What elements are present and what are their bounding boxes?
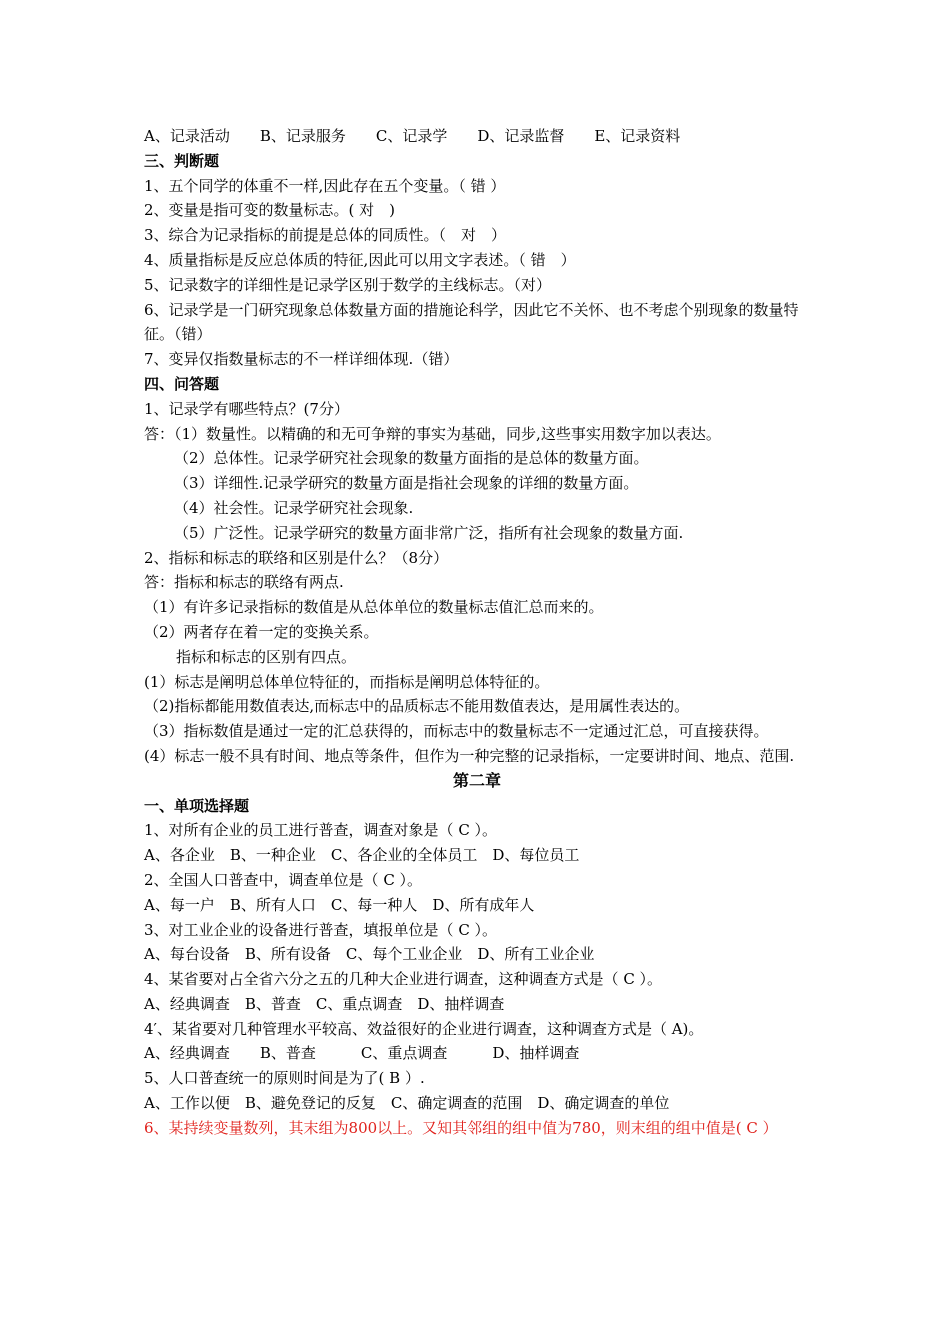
answer-2-diff-2: （2)指标都能用数值表达,而标志中的品质标志不能用数值表达，是用属性表达的。 — [144, 697, 690, 716]
judgment-item-4: 4、质量指标是反应总体质的特征,因此可以用文字表述。（ 错 ） — [144, 250, 576, 269]
choice-options-1: A、各企业 B、一种企业 C、各企业的全体员工 D、每位员工 — [144, 846, 580, 865]
section-heading-judgment: 三、判断题 — [144, 151, 220, 170]
choice-options-4: A、经典调查 B、普查 C、重点调查 D、抽样调查 — [144, 994, 505, 1013]
choice-options-3: A、每台设备 B、所有设备 C、每个工业企业 D、所有工业企业 — [144, 945, 595, 964]
judgment-item-6: 6、记录学是一门研究现象总体数量方面的措施论科学，因此它不关怀、也不考虑个别现象的数量特征。（错） — [144, 300, 799, 344]
document-body — [144, 124, 810, 1141]
answer-1-point-3: （3）详细性.记录学研究的数量方面是指社会现象的详细的数量方面。 — [174, 474, 639, 493]
answer-2-diff-4: (4）标志一般不具有时间、地点等条件，但作为一种完整的记录指标，一定要讲时间、地点、范围. — [144, 746, 795, 765]
judgment-item-1: 1、五个同学的体重不一样,因此存在五个变量。（ 错 ） — [144, 176, 506, 195]
section-heading-qa: 四、问答题 — [144, 374, 220, 393]
answer-1-point-5: （5）广泛性。记录学研究的数量方面非常广泛，指所有社会现象的数量方面. — [174, 523, 684, 542]
answer-2-link-2: （2）两者存在着一定的变换关系。 — [144, 622, 379, 641]
choice-question-4-prime: 4′、某省要对几种管理水平较高、效益很好的企业进行调查，这种调查方式是（ A)。 — [144, 1019, 704, 1038]
judgment-item-7: 7、变异仅指数量标志的不一样详细体现.（错） — [144, 350, 459, 369]
judgment-item-5: 5、记录数字的详细性是记录学区别于数学的主线标志。（对） — [144, 275, 552, 294]
chapter-title: 第二章 — [452, 770, 501, 790]
answer-options-line: A、记录活动 B、记录服务 C、记录学 D、记录监督 E、记录资料 — [144, 127, 681, 145]
answer-2-diff-1: (1）标志是阐明总体单位特征的，而指标是阐明总体特征的。 — [144, 672, 550, 691]
choice-question-3: 3、对工业企业的设备进行普查，填报单位是（ C ）。 — [144, 920, 498, 939]
answer-2-intro: 答：指标和标志的联络有两点. — [144, 573, 344, 592]
answer-2-link-1: （1）有许多记录指标的数值是从总体单位的数量标志值汇总而来的。 — [144, 598, 604, 617]
question-1: 1、记录学有哪些特点？(7分） — [144, 399, 349, 418]
choice-question-1: 1、对所有企业的员工进行普查，调查对象是（ C ）。 — [144, 821, 498, 840]
answer-1-point-2: （2）总体性。记录学研究社会现象的数量方面指的是总体的数量方面。 — [174, 449, 649, 468]
answer-1-point-4: （4）社会性。记录学研究社会现象. — [174, 498, 414, 517]
answer-2-diff-intro: 指标和标志的区别有四点。 — [176, 647, 357, 666]
choice-options-2: A、每一户 B、所有人口 C、每一种人 D、所有成年人 — [144, 895, 535, 914]
choice-question-6-highlighted: 6、某持续变量数列，其末组为800以上。又知其邻组的组中值为780，则末组的组中值是( C ） — [144, 1118, 778, 1137]
answer-1-intro: 答：（1）数量性。以精确的和无可争辩的事实为基础，同步,这些事实用数字加以表达。 — [144, 424, 721, 443]
judgment-item-2: 2、变量是指可变的数量标志。( 对 ) — [144, 201, 396, 220]
judgment-item-3: 3、综合为记录指标的前提是总体的同质性。（ 对 ） — [144, 226, 507, 245]
choice-options-4-prime: A、经典调查 B、普查 C、重点调查 D、抽样调查 — [144, 1044, 580, 1063]
choice-question-2: 2、全国人口普查中，调查单位是（ C ）。 — [144, 870, 423, 889]
section-heading-single-choice: 一、单项选择题 — [144, 796, 250, 815]
choice-question-4: 4、某省要对占全省六分之五的几种大企业进行调查，这种调查方式是（ C ）。 — [144, 970, 663, 989]
choice-question-5: 5、人口普查统一的原则时间是为了( B ）. — [144, 1069, 425, 1088]
answer-2-diff-3: （3）指标数值是通过一定的汇总获得的，而标志中的数量标志不一定通过汇总，可直接获得。 — [144, 722, 769, 741]
choice-options-5: A、工作以便 B、避免登记的反复 C、确定调查的范围 D、确定调查的单位 — [144, 1094, 670, 1113]
question-2: 2、指标和标志的联络和区别是什么？（8分） — [144, 548, 449, 567]
